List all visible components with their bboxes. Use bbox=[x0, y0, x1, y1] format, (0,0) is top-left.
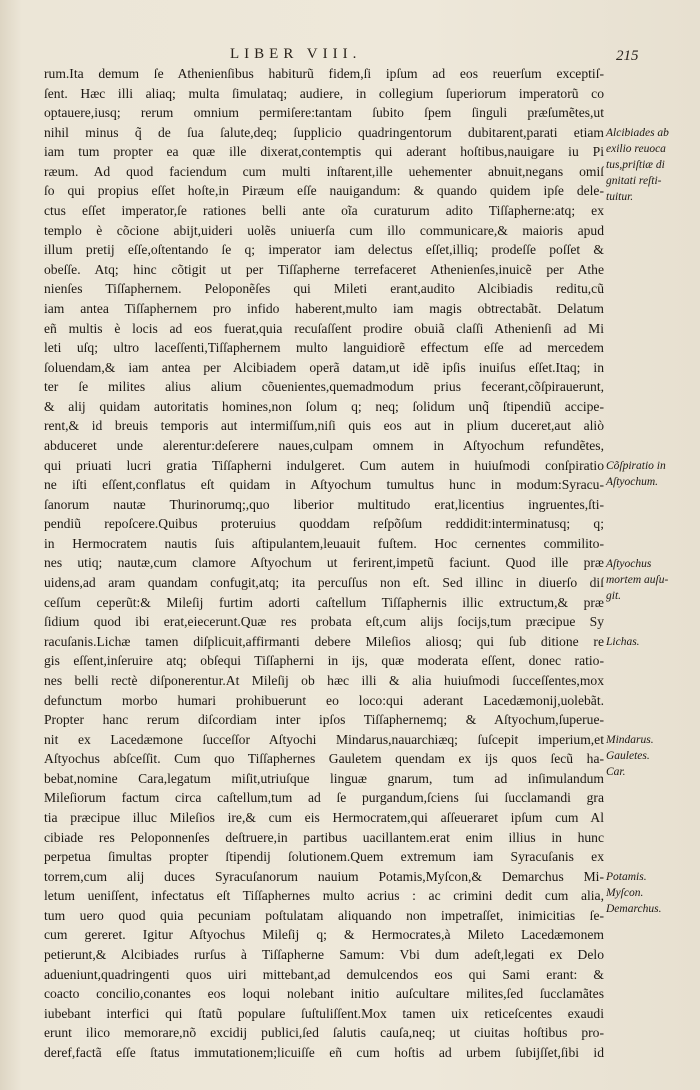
text-line: ſo qui propius eſſet hoſte,in Piræum eſſe nauigandum: & quando quidem ipſe dele- bbox=[44, 183, 604, 199]
text-line: tia præcipue illuc Mileſios ire,& cum eis Hermocratem,qui aſſeueraret ipſum cum Al bbox=[44, 809, 604, 825]
margin-note-line: git. bbox=[606, 589, 622, 602]
text-line: racuſanis.Lichæ tamen diſplicuit,affirmanti debere Mileſios aliosq; qui ſub ditione re bbox=[44, 633, 604, 649]
text-line: nihil minus q̃ de ſua ſalute,deq; ſupplicio quadringentorum dubitarent,parati etiam bbox=[44, 124, 604, 140]
text-line: letum ueniſſent, infectatus eſt Tiſſaphernes multo acrius : ac crimini dedit cum alia, bbox=[44, 888, 604, 904]
text-line: ſoluendam,& iam antea per Alcibiadem operã datam,ut idẽ ipſis inuiſus eſſet.Itaq; in bbox=[44, 359, 604, 375]
margin-note-line: exilio reuoca bbox=[606, 142, 666, 155]
margin-note-line: Potamis. bbox=[606, 870, 647, 883]
text-line: iubebant interfici qui ſtatũ populare ſuſtuliſſent.Mox tamen uix reticeſcentes exaudi bbox=[44, 1005, 604, 1021]
text-line: uidens,ad aram quandam confugit,atq; ita percuſſus non eſt. Sed illinc in diuerſo diſ bbox=[44, 575, 604, 591]
text-line: rent,& id breuis temporis aut intermiſſum,niſi quis eos aut in plium duceret,aut aliò bbox=[44, 418, 604, 434]
margin-note-line: tuitur. bbox=[606, 190, 634, 203]
margin-note bbox=[606, 732, 688, 780]
text-line: coacto concilio,conantes eos loqui nolebant initio auſcultare milites,ſed ſucclamãtes bbox=[44, 986, 604, 1002]
margin-note-line: Mindarus. bbox=[606, 733, 654, 746]
text-line: iam antea Tiſſaphernem pro infido haberent,multo iam magis obtrectabãt. Delatum bbox=[44, 300, 604, 316]
text-line: defunctum morbo humari prohibuerunt eo loco:qui aderant Lacedæmonij,uolebãt. bbox=[44, 692, 604, 708]
text-line: perpetua ſimultas propter ſtipendij ſolutionem.Quem extremum iam Syracuſanis ex bbox=[44, 849, 604, 865]
text-line: nes belli rectè diſponerentur.At Mileſij ob hæc illi & alia huiuſmodi ſucceſſentes,mox bbox=[44, 672, 604, 688]
text-line: cum gereret. Igitur Aſtyochus Mileſij q; & Hermocrates,à Mileto Lacedæmonem bbox=[44, 927, 604, 943]
margin-note-line: Lichas. bbox=[606, 635, 640, 648]
margin-note bbox=[606, 125, 688, 205]
margin-note-line: Myſcon. bbox=[606, 886, 644, 899]
text-line: templo è cõcione abijt,uideri uolẽs uniuerſa cum illo communicare,& maioris apud bbox=[44, 222, 604, 238]
margin-note-line: Cõſpiratio in bbox=[606, 459, 666, 472]
text-line: qui priuati lucri gratia Tiſſapherni indulgeret. Cum autem in huiuſmodi conſpiratio bbox=[44, 457, 604, 473]
text-line: ne iſti eſſent,conflatus eſt quidam in Aſtyochum tumultus hunc in modum:Syracu- bbox=[44, 477, 604, 493]
text-line: Aſtyochus abſceſſit. Cum quo Tiſſaphernes Gauletem quendam ex ijs quos ſecũ ha- bbox=[44, 751, 604, 767]
margin-note bbox=[606, 634, 688, 650]
text-line: Propter hanc rerum diſcordiam inter ipſos Tiſſaphernemq; & Aſtyochum,ſuperue- bbox=[44, 712, 604, 728]
text-line: deref,factã eſſe ſtatus immutationem;licuiſſe eñ cum hoſtis ad urbem ſubijſſet,ſibi id bbox=[44, 1044, 604, 1060]
text-line: ſanorum nautæ Thurinorumq;,quo liberior multitudo erat,licentius ingruentes,ſti- bbox=[44, 496, 604, 512]
text-line: erunt ilico memorare,nõ excidij publici,ſed ſalutis cauſa,neq; ut ciuitas hoſtibus pro- bbox=[44, 1025, 604, 1041]
text-line: ctus eſſet imperator,ſe rationes belli ante oĩa curaturum adito Tiſſapherne:atq; ex bbox=[44, 203, 604, 219]
margin-note bbox=[606, 556, 688, 604]
text-line: cibiade res Peloponnenſes deſtruere,in partibus uacillantem.erat enim illius in hunc bbox=[44, 829, 604, 845]
text-line: petierunt,& Alcibiades rurſus à Tiſſapherne Samum: Vbi dum adeſt,legati ex Delo bbox=[44, 947, 604, 963]
text-line: eñ multis è locis ad eos fuerat,quia recuſaſſent prodire obuiã claſſi Athenienſi ad Mi bbox=[44, 320, 604, 336]
margin-note-line: Alcibiades ab bbox=[606, 126, 669, 139]
margin-note bbox=[606, 869, 688, 917]
margin-note bbox=[606, 458, 688, 490]
text-line: tum uero quod quia pecuniam poſtulatam aliquando non impetraſſet, inimicitias ſe- bbox=[44, 907, 604, 923]
page-number: 215 bbox=[616, 48, 639, 64]
text-line: ſidium quod ibi erat,eiecerunt.Quæ res probata eſt,cum alijs ſocijs,tum præcipue Sy bbox=[44, 614, 604, 630]
text-line: obeſſe. Atq; hinc cõtigit ut per Tiſſapherne terrefaceret Athenienſes,inuicẽ per Athe bbox=[44, 261, 604, 277]
margin-note-line: Demarchus. bbox=[606, 902, 662, 915]
margin-note-line: tus,priſtiæ di bbox=[606, 158, 665, 171]
margin-note-line: Car. bbox=[606, 765, 626, 778]
text-line: pendiũ repoſcere.Quibus proteruius quoddam reſpõſum reddidit:interminatusq; q; bbox=[44, 516, 604, 532]
margin-note-line: gnitati reſti- bbox=[606, 174, 662, 187]
text-line: bebat,nomine Cara,legatum miſit,utriuſque linguæ gnarum, tum ad inſimulandum bbox=[44, 770, 604, 786]
text-line: torrem,cum alij duces Syracuſanorum nauium Potamis,Myſcon,& Demarchus Mi- bbox=[44, 868, 604, 884]
text-line: rum.Ita demum ſe Athenienſibus habiturũ fidem,ſi ipſum ad eos reuerſum exceptiſ- bbox=[44, 66, 604, 81]
text-line: ter ſe milites alius alium cõuenientes,quemadmodum prius fecerant,cõſpirauerunt, bbox=[44, 379, 604, 395]
text-line: adueniunt,quadringenti quos uiri mittebant,ad demulcendos eos qui Sami erant: & bbox=[44, 966, 604, 982]
margin-note-line: Gauletes. bbox=[606, 749, 650, 762]
margin-note-line: Aſtyochus bbox=[606, 557, 652, 570]
text-line: illum pretij eſſe,oſtentando ſe q; imperator iam delectus eſſet,illiq; prodeſſe poſſet & bbox=[44, 242, 604, 258]
text-line: optauere,iusq; rerum omnium permiſere:tantam ſubito ſpem ſinguli præſumẽtes,ut bbox=[44, 105, 604, 121]
text-line: nes utiq; nautæ,cum clamore Aſtyochum ut ferirent,impetũ faciunt. Quod ille præ bbox=[44, 555, 604, 571]
text-line: ceſſum ceperũt:& Mileſij furtim adorti caſtellum Tiſſaphernis illic extructum,& præ bbox=[44, 594, 604, 610]
text-line: ſent. Hæc illi aliaq; multa ſimulataq; audiere, in collegium ſuperiorum imperatorũ co bbox=[44, 85, 604, 101]
running-head: LIBER VIII. bbox=[230, 46, 362, 62]
text-line: Mileſiorum factum circa caſtellum,tum ad ſe purgandum,ſciens ſui ſucclamandi gra bbox=[44, 790, 604, 806]
text-line: nienſes Tiſſaphernem. Peloponẽſes qui Mileti erant,audito Alcibiadis reditu,cũ bbox=[44, 281, 604, 297]
text-line: in Hermocratem nautis ſuis aſtipulantem,leuauit fuſtem. Hoc cernentes commilito- bbox=[44, 535, 604, 551]
margin-note-line: mortem auſu- bbox=[606, 573, 669, 586]
text-line: iam tum propter ea quæ ille dixerat,contemptis qui aderant hoſtibus,nauigare iu Pi bbox=[44, 144, 604, 160]
text-line: nit ex Lacedæmone ſucceſſor Aſtyochi Mindarus,nauarchiæq; ſuſcepit imperium,et bbox=[44, 731, 604, 747]
text-line: & alij quidam autoritatis homines,non ſolum q; neq; ſolidum unq̃ ſtipendiũ accipe- bbox=[44, 398, 604, 414]
text-line: abduceret unde alerentur:deſerere naues,culpam omnem in Aſtyochum refundẽtes, bbox=[44, 437, 604, 453]
text-line: gis eſſent,inſeruire atq; obſequi Tiſſapherni in ijs, quæ moderata eſſent, donec ratio- bbox=[44, 653, 604, 669]
text-line: leti uſq; ultro laceſſenti,Tiſſaphernem multo languidiorẽ effectum eſſe ad mercedem bbox=[44, 340, 604, 356]
text-line: ræum. Ad quod faciendum cum multi inſtarent,ille uehementer abnuit,negans omiſ bbox=[44, 163, 604, 179]
margin-note-line: Aſtyochum. bbox=[606, 475, 659, 488]
body-text bbox=[44, 64, 604, 1062]
